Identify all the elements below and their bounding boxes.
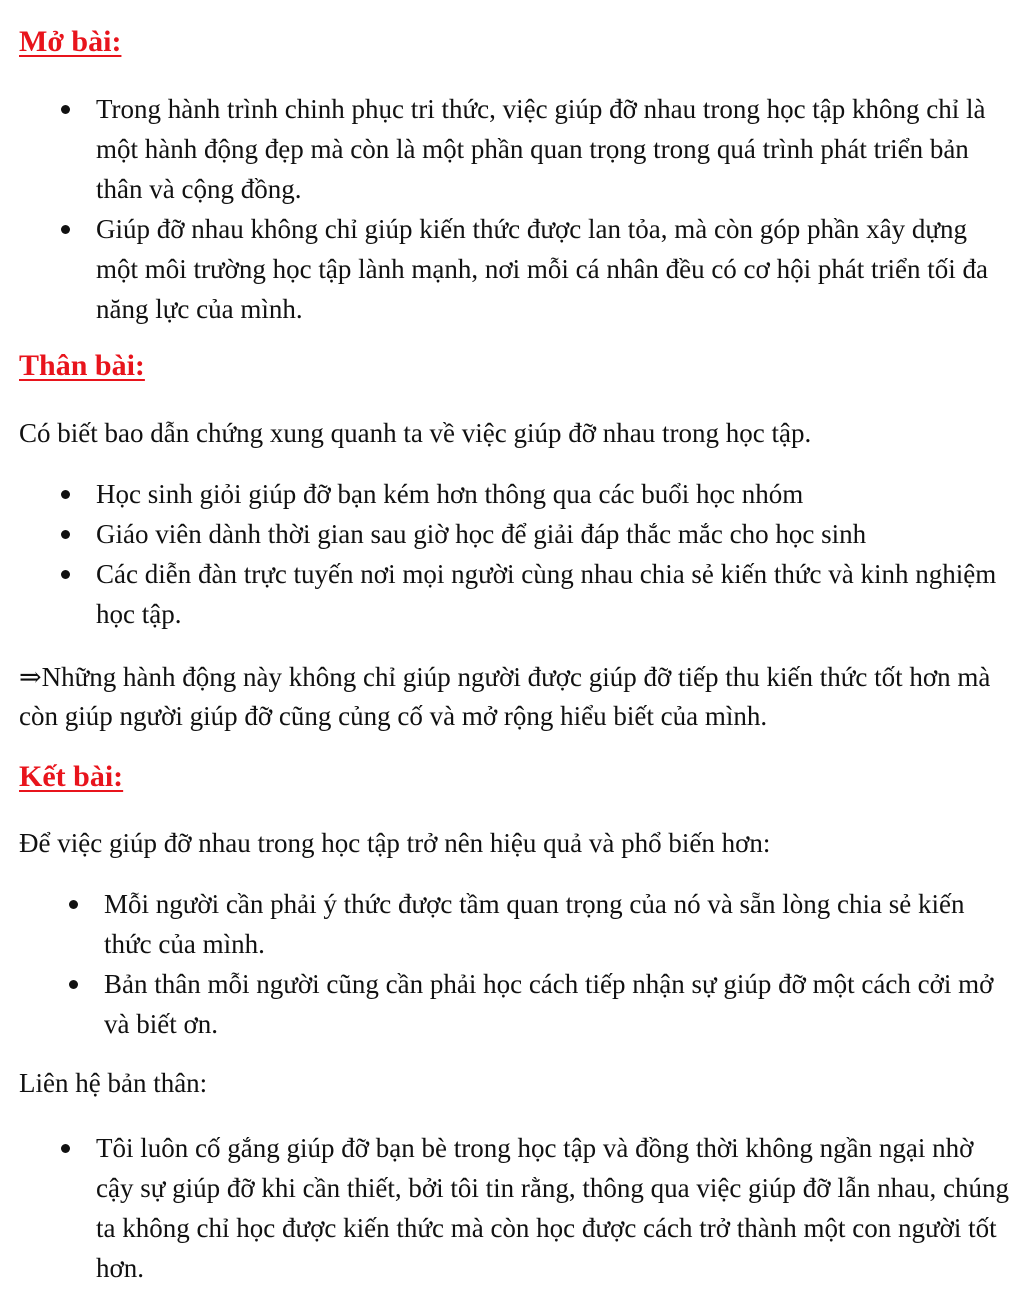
personal-bullet-list (0, 1128, 1010, 1288)
list-item: Giúp đỡ nhau không chỉ giúp kiến thức được lan tỏa, mà còn góp phần xây dựng một môi trường học tập lành mạnh, nơi mỗi cá nhân đều có cơ hội phát triển tối đa năng lực của mình. (96, 209, 1010, 329)
list-item: Các diễn đàn trực tuyến nơi mọi người cùng nhau chia sẻ kiến thức và kinh nghiệm học tập. (96, 554, 1010, 634)
list-item: Giáo viên dành thời gian sau giờ học để giải đáp thắc mắc cho học sinh (96, 514, 1010, 554)
list-item: Học sinh giỏi giúp đỡ bạn kém hơn thông qua các buổi học nhóm (96, 474, 1010, 514)
intro-bullet-list (0, 89, 1010, 329)
ending-lead-text: Để việc giúp đỡ nhau trong học tập trở nên hiệu quả và phổ biến hơn: (19, 828, 771, 858)
list-item: Tôi luôn cố gắng giúp đỡ bạn bè trong học tập và đồng thời không ngần ngại nhờ cậy sự giúp đỡ khi cần thiết, bởi tôi tin rằng, thông qua việc giúp đỡ lẫn nhau, chúng ta không chỉ học được kiến thức mà còn học được cách trở thành một con người tốt hơn. (96, 1128, 1010, 1288)
list-item: Mỗi người cần phải ý thức được tầm quan trọng của nó và sẵn lòng chia sẻ kiến thức của mình. (104, 884, 1010, 964)
body-conclusion-text: ⇒Những hành động này không chỉ giúp người được giúp đỡ tiếp thu kiến thức tốt hơn mà còn giúp người giúp đỡ cũng củng cố và mở rộng hiểu biết của mình. (19, 662, 991, 731)
ending-heading: Kết bài: (19, 760, 124, 793)
ending-bullet-list (0, 884, 1010, 1044)
body-heading: Thân bài: (19, 349, 145, 382)
body-lead-text: Có biết bao dẫn chứng xung quanh ta về việc giúp đỡ nhau trong học tập. (19, 418, 812, 448)
personal-lead-text: Liên hệ bản thân: (19, 1068, 208, 1098)
list-item: Trong hành trình chinh phục tri thức, việc giúp đỡ nhau trong học tập không chỉ là một hành động đẹp mà còn là một phần quan trọng trong quá trình phát triển bản thân và cộng đồng. (96, 89, 1010, 209)
body-bullet-list (0, 474, 1010, 634)
intro-heading: Mở bài: (19, 25, 122, 58)
list-item: Bản thân mỗi người cũng cần phải học cách tiếp nhận sự giúp đỡ một cách cởi mở và biết ơn. (104, 964, 1010, 1044)
